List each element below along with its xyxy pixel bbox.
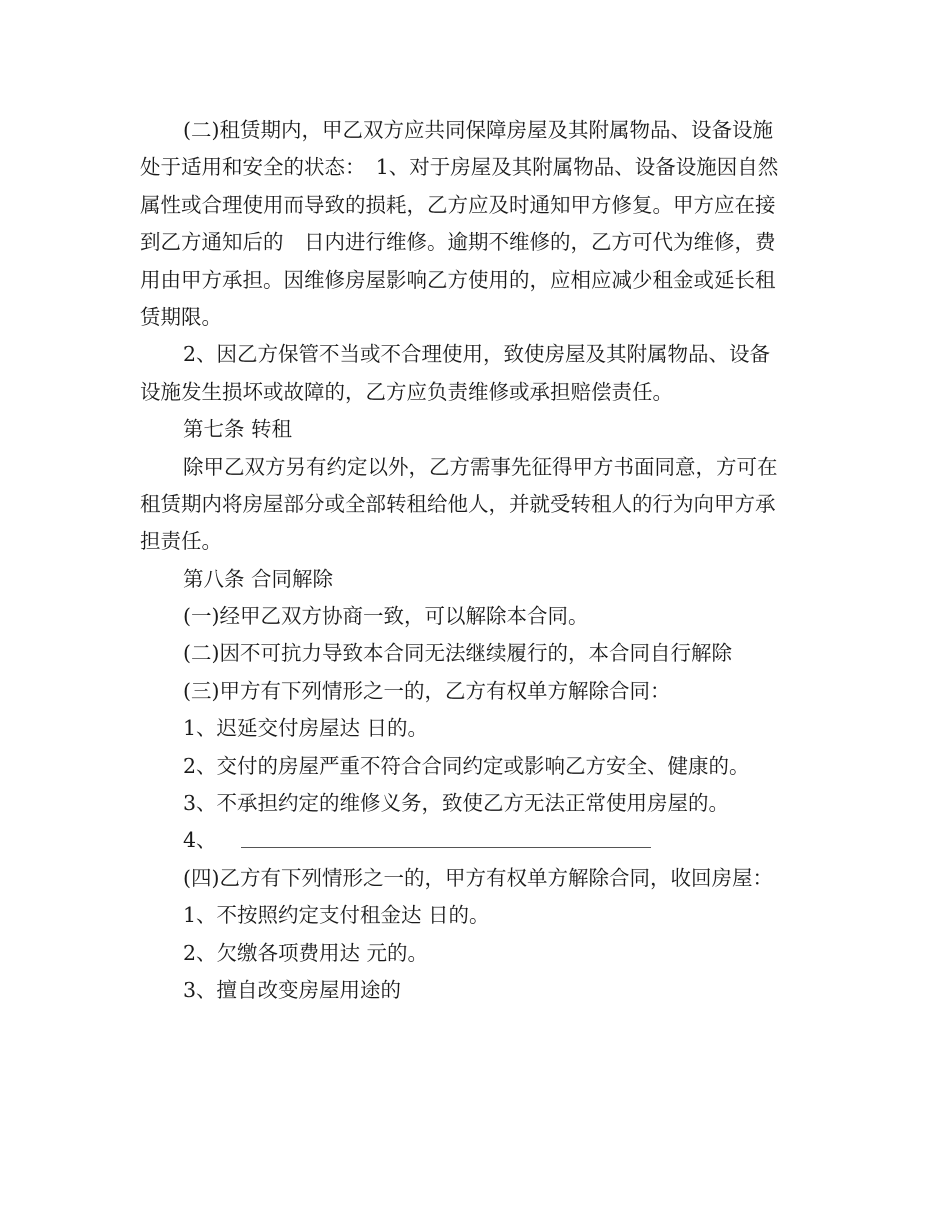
paragraph-line: 用由甲方承担。因维修房屋影响乙方使用的，应相应减少租金或延长租 xyxy=(140,267,776,292)
paragraph-line: 除甲乙双方另有约定以外，乙方需事先征得甲方书面同意，方可在 xyxy=(183,454,778,479)
clause-item-number: 4、 xyxy=(183,828,217,853)
paragraph-line: 到乙方通知后的 日内进行维修。逾期不维修的，乙方可代为维修，费 xyxy=(140,230,776,255)
clause-line: (一)经甲乙双方协商一致，可以解除本合同。 xyxy=(183,604,589,629)
paragraph-line: 租赁期内将房屋部分或全部转租给他人，并就受转租人的行为向甲方承 xyxy=(140,491,776,516)
paragraph-line: 2、因乙方保管不当或不合理使用，致使房屋及其附属物品、设备 xyxy=(183,342,771,367)
clause-item: 2、欠缴各项费用达 元的。 xyxy=(183,940,429,965)
clause-line: (二)因不可抗力导致本合同无法继续履行的，本合同自行解除 xyxy=(183,641,732,666)
fill-in-blank-line xyxy=(241,847,651,848)
paragraph-line: 设施发生损坏或故障的，乙方应负责维修或承担赔偿责任。 xyxy=(140,379,673,404)
clause-item: 3、擅自改变房屋用途的 xyxy=(183,977,402,1002)
paragraph-line: 属性或合理使用而导致的损耗，乙方应及时通知甲方修复。甲方应在接 xyxy=(140,192,776,217)
paragraph-line: 赁期限。 xyxy=(140,304,222,329)
article-heading: 第七条 转租 xyxy=(183,417,293,442)
clause-line: (四)乙方有下列情形之一的，甲方有权单方解除合同，收回房屋： xyxy=(183,865,773,890)
paragraph-line: 担责任。 xyxy=(140,529,222,554)
paragraph-line: 处于适用和安全的状态： 1、对于房屋及其附属物品、设备设施因自然 xyxy=(140,155,779,180)
clause-item: 2、交付的房屋严重不符合合同约定或影响乙方安全、健康的。 xyxy=(183,753,750,778)
clause-item-blank xyxy=(140,822,813,859)
clause-item: 1、不按照约定支付租金达 日的。 xyxy=(183,903,490,928)
paragraph-line: (二)租赁期内，甲乙双方应共同保障房屋及其附属物品、设备设施 xyxy=(183,118,773,142)
article-heading: 第八条 合同解除 xyxy=(183,566,334,591)
clause-line: (三)甲方有下列情形之一的，乙方有权单方解除合同： xyxy=(183,678,671,703)
document-page xyxy=(140,112,813,1009)
clause-item: 3、不承担约定的维修义务，致使乙方无法正常使用房屋的。 xyxy=(183,791,730,816)
clause-item: 1、迟延交付房屋达 日的。 xyxy=(183,716,429,741)
